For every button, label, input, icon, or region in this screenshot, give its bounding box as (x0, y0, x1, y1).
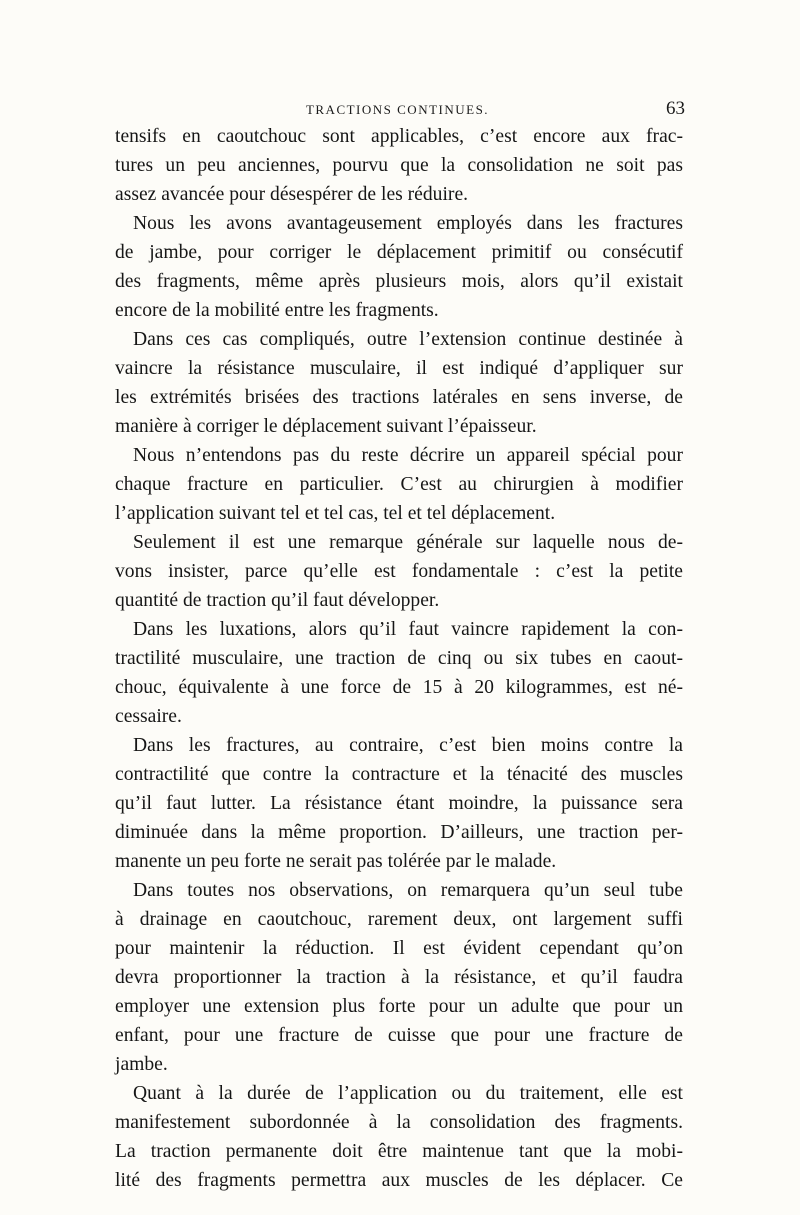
running-title: TRACTIONS CONTINUES. (305, 102, 490, 117)
text-line: tensifs en caoutchouc sont applicables, c’est encore aux frac- (115, 126, 683, 147)
body-text (115, 122, 683, 1195)
text-line: cessaire. (115, 706, 182, 727)
text-line: vaincre la résistance musculaire, il est indiqué d’appliquer sur (115, 358, 683, 379)
text-line: quantité de traction qu’il faut développer. (115, 590, 440, 611)
text-line: l’application suivant tel et tel cas, tel et tel déplacement. (115, 503, 556, 524)
running-header (110, 98, 685, 124)
text-line: Seulement il est une remarque générale sur laquelle nous de- (133, 532, 683, 553)
text-line: chouc, équivalente à une force de 15 à 20 kilogrammes, est né- (115, 677, 683, 698)
text-line: Nous les avons avantageusement employés dans les fractures (133, 213, 683, 234)
page-number: 63 (666, 98, 685, 119)
text-line: manière à corriger le déplacement suivant l’épaisseur. (115, 416, 537, 437)
text-line: qu’il faut lutter. La résistance étant moindre, la puissance sera (115, 793, 683, 814)
text-line: à drainage en caoutchouc, rarement deux, ont largement suffi (115, 909, 683, 930)
text-line: tures un peu anciennes, pourvu que la consolidation ne soit pas (115, 155, 683, 176)
text-line: employer une extension plus forte pour un adulte que pour un (115, 996, 683, 1017)
text-line: manente un peu forte ne serait pas tolérée par le malade. (115, 851, 557, 872)
text-line: les extrémités brisées des tractions latérales en sens inverse, de (115, 387, 683, 408)
text-line: vons insister, parce qu’elle est fondamentale : c’est la petite (115, 561, 683, 582)
text-line: contractilité que contre la contracture et la ténacité des muscles (115, 764, 683, 785)
text-line: Dans les fractures, au contraire, c’est bien moins contre la (133, 735, 683, 756)
text-line: devra proportionner la traction à la résistance, et qu’il faudra (115, 967, 683, 988)
text-line: La traction permanente doit être maintenue tant que la mobi- (115, 1141, 683, 1162)
text-line: Nous n’entendons pas du reste décrire un appareil spécial pour (133, 445, 683, 466)
text-line: de jambe, pour corriger le déplacement primitif ou consécutif (115, 242, 683, 263)
text-line: enfant, pour une fracture de cuisse que pour une fracture de (115, 1025, 683, 1046)
text-line: Dans ces cas compliqués, outre l’extension continue destinée à (133, 329, 683, 350)
text-line: pour maintenir la réduction. Il est évident cependant qu’on (115, 938, 683, 959)
text-line: manifestement subordonnée à la consolidation des fragments. (115, 1112, 683, 1133)
text-line: lité des fragments permettra aux muscles de les déplacer. Ce (115, 1170, 683, 1191)
text-line: chaque fracture en particulier. C’est au chirurgien à modifier (115, 474, 683, 495)
text-line: Quant à la durée de l’application ou du traitement, elle est (133, 1083, 683, 1104)
text-line: encore de la mobilité entre les fragments. (115, 300, 439, 321)
text-line: Dans les luxations, alors qu’il faut vaincre rapidement la con- (133, 619, 683, 640)
text-line: jambe. (115, 1054, 168, 1075)
text-line: diminuée dans la même proportion. D’ailleurs, une traction per- (115, 822, 683, 843)
text-line: Dans toutes nos observations, on remarquera qu’un seul tube (133, 880, 683, 901)
text-line: tractilité musculaire, une traction de cinq ou six tubes en caout- (115, 648, 683, 669)
text-line: des fragments, même après plusieurs mois, alors qu’il existait (115, 271, 683, 292)
text-line: assez avancée pour désespérer de les réduire. (115, 184, 469, 205)
